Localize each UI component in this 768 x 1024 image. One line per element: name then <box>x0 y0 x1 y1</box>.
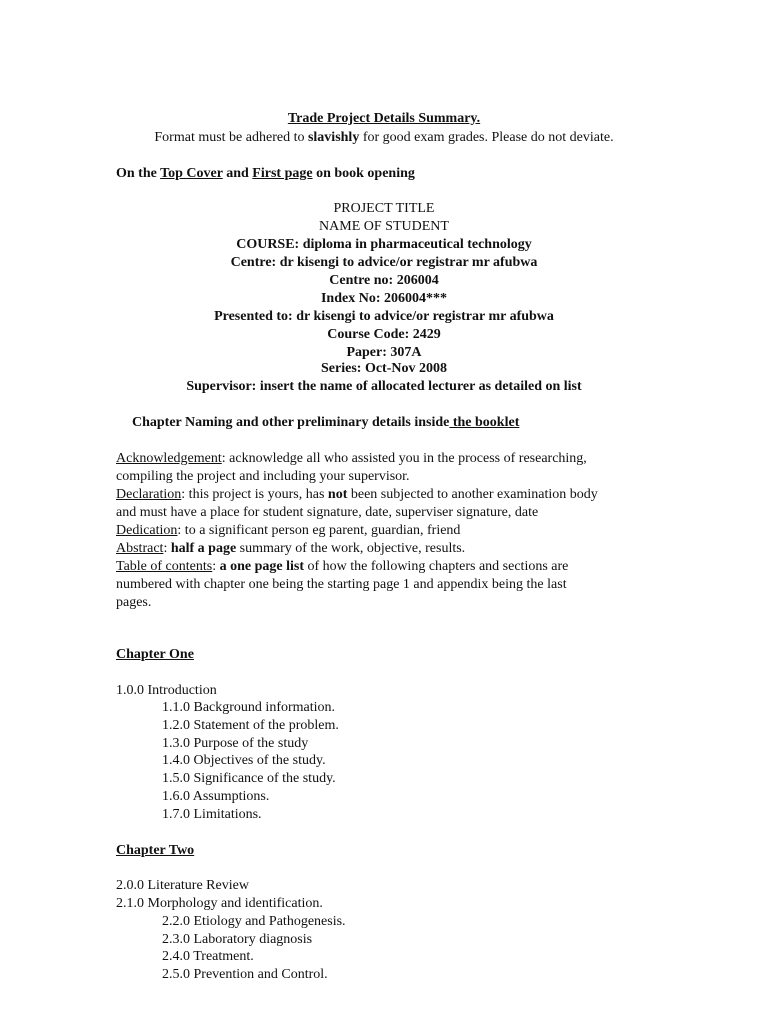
chapter-one-item: 1.1.0 Background information. <box>162 700 336 715</box>
cover-line-index-no: Index No: 206004*** <box>320 291 447 306</box>
abstract-sep: : <box>163 541 171 556</box>
dedication-line <box>116 522 460 540</box>
acknowledgement-term: Acknowledgement <box>116 451 222 466</box>
cover-line-centre-no: Centre no: 206004 <box>329 273 439 288</box>
abstract-line <box>116 540 465 558</box>
cover-intro-and: and <box>222 166 253 181</box>
cover-line-project-title: PROJECT TITLE <box>333 201 435 216</box>
format-instruction <box>0 129 768 147</box>
cover-intro-post: on book opening <box>312 166 415 181</box>
chapter-two-heading: Chapter Two <box>116 843 195 858</box>
chapter-two-main: 2.0.0 Literature Review <box>116 878 249 893</box>
chapter-one-item: 1.4.0 Objectives of the study. <box>162 753 326 768</box>
cover-line-course: COURSE: diploma in pharmaceutical technology <box>236 237 532 252</box>
chapter-one-item: 1.3.0 Purpose of the study <box>162 736 309 751</box>
declaration-term: Declaration <box>116 487 182 502</box>
abstract-term: Abstract <box>116 541 164 556</box>
chapter-two-item: 2.3.0 Laboratory diagnosis <box>162 932 313 947</box>
cover-intro-pre: On the <box>116 166 161 181</box>
prelim-heading-text: Chapter Naming and other preliminary details inside <box>132 415 450 430</box>
toc-line-2: numbered with chapter one being the starting page 1 and appendix being the last <box>116 577 567 592</box>
prelim-heading-underlined: the booklet <box>449 415 520 430</box>
chapter-one-item: 1.2.0 Statement of the problem. <box>162 718 339 733</box>
top-cover-label: Top Cover <box>160 166 223 181</box>
chapter-one-item: 1.7.0 Limitations. <box>162 807 262 822</box>
instruction-pre: Format must be adhered to <box>154 130 308 145</box>
chapter-two-item: 2.5.0 Prevention and Control. <box>162 967 328 982</box>
chapter-two-main: 2.1.0 Morphology and identification. <box>116 896 323 911</box>
declaration-text-a: : this project is yours, has <box>181 487 328 502</box>
cover-line-paper: Paper: 307A <box>346 345 422 360</box>
chapter-one-item: 1.6.0 Assumptions. <box>162 789 270 804</box>
declaration-not: not <box>327 487 348 502</box>
toc-text: of how the following chapters and sections are <box>304 559 569 574</box>
toc-line-1 <box>116 558 568 576</box>
toc-sep: : <box>212 559 220 574</box>
toc-line-3: pages. <box>116 595 152 610</box>
acknowledgement-line-1 <box>116 450 587 468</box>
cover-line-supervisor: Supervisor: insert the name of allocated lecturer as detailed on list <box>186 379 582 394</box>
chapter-two-item: 2.4.0 Treatment. <box>162 949 254 964</box>
chapter-one-heading: Chapter One <box>116 647 194 662</box>
toc-bold: a one page list <box>219 559 304 574</box>
chapter-one-main: 1.0.0 Introduction <box>116 683 217 698</box>
abstract-text: summary of the work, objective, results. <box>236 541 466 556</box>
document-title: Trade Project Details Summary. <box>287 111 481 126</box>
dedication-term: Dedication <box>116 523 178 538</box>
instruction-bold: slavishly <box>307 130 360 145</box>
cover-intro <box>116 165 415 183</box>
acknowledgement-line-2: compiling the project and including your supervisor. <box>116 469 410 484</box>
declaration-text-c: been subjected to another examination body <box>347 487 598 502</box>
declaration-line-1 <box>116 486 598 504</box>
cover-line-series: Series: Oct-Nov 2008 <box>321 361 447 376</box>
instruction-post: for good exam grades. Please do not deviate. <box>359 130 614 145</box>
first-page-label: First page <box>252 166 313 181</box>
cover-line-centre: Centre: dr kisengi to advice/or registrar mr afubwa <box>230 255 538 270</box>
declaration-line-2: and must have a place for student signature, date, superviser signature, date <box>116 505 539 520</box>
acknowledgement-text: : acknowledge all who assisted you in the process of researching, <box>221 451 587 466</box>
toc-term: Table of contents <box>116 559 213 574</box>
chapter-two-item: 2.2.0 Etiology and Pathogenesis. <box>162 914 346 929</box>
cover-line-presented-to: Presented to: dr kisengi to advice/or registrar mr afubwa <box>214 309 554 324</box>
cover-line-student-name: NAME OF STUDENT <box>319 219 449 234</box>
chapter-one-item: 1.5.0 Significance of the study. <box>162 771 336 786</box>
prelim-heading <box>132 414 519 432</box>
cover-line-course-code: Course Code: 2429 <box>327 327 441 342</box>
dedication-text: : to a significant person eg parent, guardian, friend <box>177 523 461 538</box>
abstract-bold: half a page <box>170 541 237 556</box>
